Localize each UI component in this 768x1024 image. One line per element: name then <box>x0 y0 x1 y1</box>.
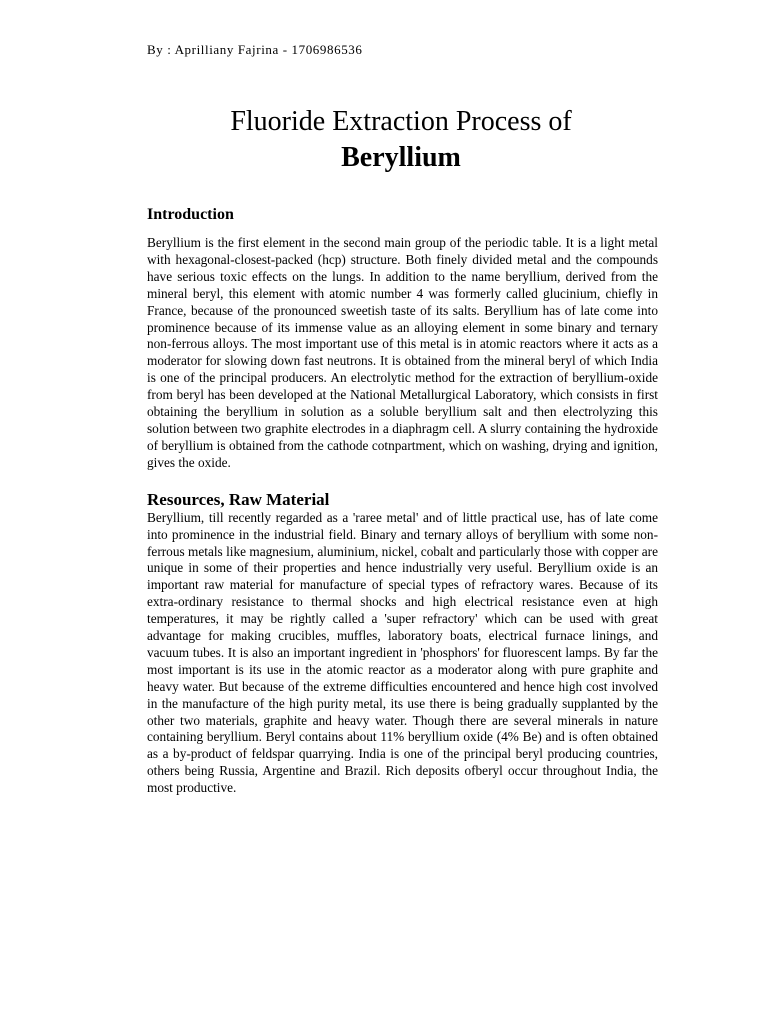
section-heading: Introduction <box>147 206 234 223</box>
document-body <box>147 204 658 797</box>
section-paragraph: Beryllium, till recently regarded as a 'raree metal' and of little practical use, has of late come into prominence in the industrial field. Binary and ternary alloys of beryllium with some non-ferrous metals like magnesium, aluminium, nickel, cobalt and particularly those with copper are unique in some of their properties and hence industrially very useful. Beryllium oxide is an important raw material for manufacture of special types of refractory wares. Because of its extra-ordinary resistance to thermal shocks and high electrical resistance even at high temperatures, it may be rightly called a 'super refractory' which can be used with great advantage for making crucibles, muffles, laboratory boats, electrical furnace linings, and vacuum tubes. It is also an important ingredient in 'phosphors' for fluorescent lamps. By far the most important is its use in the atomic reactor as a moderator along with pure graphite and heavy water. But because of the extreme difficulties encountered and hence high cost involved in the manufacture of the high purity metal, its use there is being gradually supplanted by the other two materials, graphite and heavy water. Though there are several minerals in nature containing beryllium. Beryl contains about 11% beryllium oxide (4% Be) and is often obtained as a by-product of feldspar quarrying. India is one of the principal beryl producing countries, others being Russia, Argentine and Brazil. Rich deposits ofberyl occur throughout India, the most productive. <box>147 509 658 796</box>
title-line-2: Beryllium <box>341 142 461 173</box>
section-introduction <box>147 204 658 472</box>
author-line: By : Aprilliany Fajrina - 1706986536 <box>147 42 363 57</box>
section-resources <box>147 490 658 797</box>
section-heading: Resources, Raw Material <box>147 489 330 509</box>
title-line-1: Fluoride Extraction Process of <box>230 106 572 137</box>
section-paragraph: Beryllium is the first element in the second main group of the periodic table. It is a light metal with hexagonal-closest-packed (hcp) structure. Both finely divided metal and the compounds have serious toxic effects on the lungs. In addition to the name beryllium, derived from the mineral beryl, this element with atomic number 4 was formerly called glucinium, chiefly in France, because of the pronounced sweetish taste of its salts. Beryllium has of late come into prominence because of its immense value as an alloying element in some binary and ternary non-ferrous alloys. The most important use of this metal is in atomic reactors where it acts as a moderator for slowing down fast neutrons. It is obtained from the mineral beryl of which India is one of the principal producers. An electrolytic method for the extraction of beryllium-oxide from beryl has been developed at the National Metallurgical Laboratory, which consists in first obtaining the beryllium in solution as a soluble beryllium salt and then electrolyzing this solution between two graphite electrodes in a diaphragm cell. A slurry containing the hydroxide of beryllium is obtained from the cathode cotnpartment, which on washing, drying and ignition, gives the oxide. <box>147 235 658 470</box>
document-title <box>0 104 768 176</box>
